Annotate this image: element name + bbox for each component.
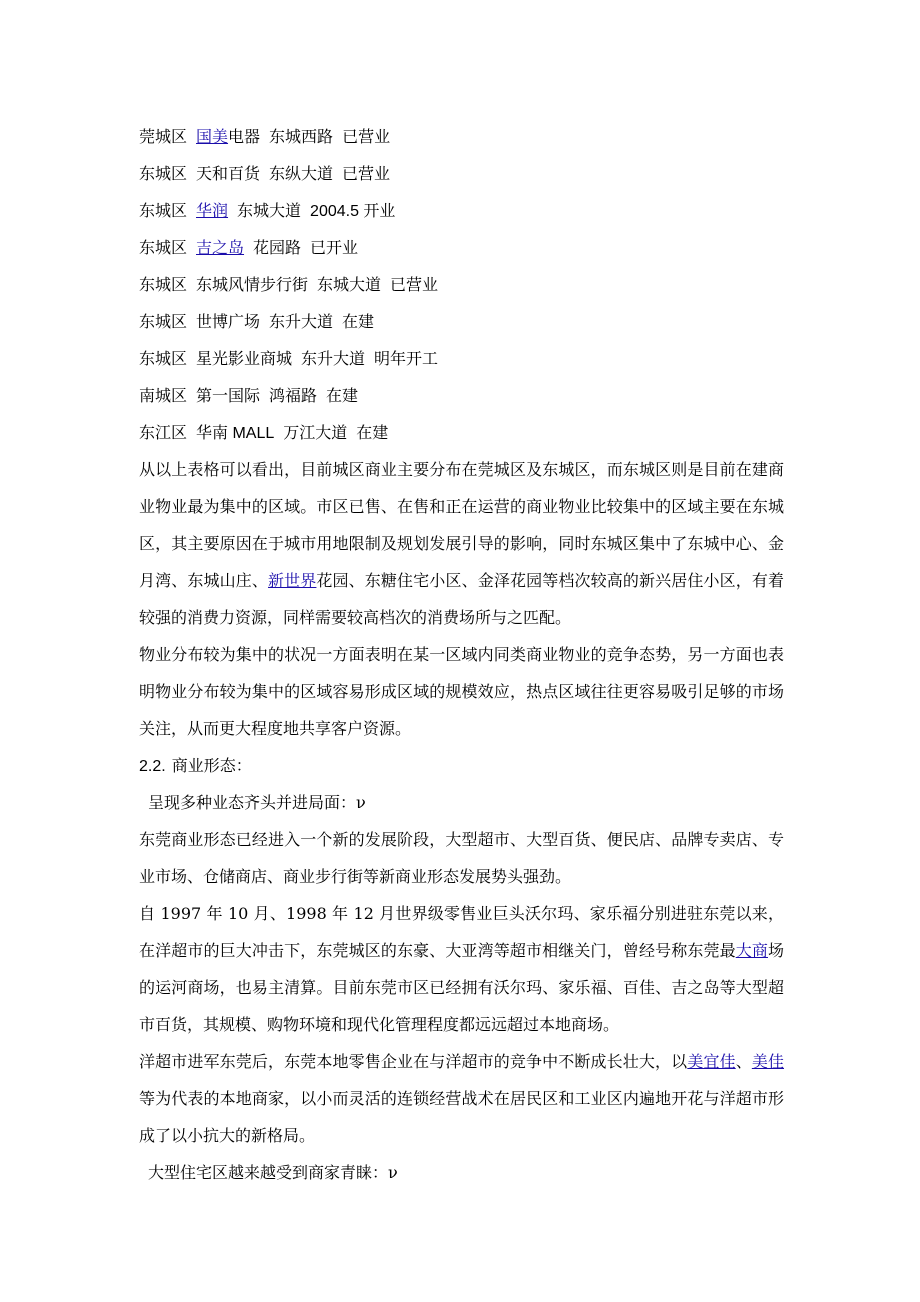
- district: 东城区: [139, 312, 188, 331]
- list-item: [139, 192, 784, 229]
- status: 已营业: [342, 127, 391, 146]
- meiyijia-link[interactable]: 美宜佳: [687, 1052, 736, 1071]
- district: 南城区: [139, 386, 188, 405]
- meijia-link[interactable]: 美佳: [751, 1052, 784, 1071]
- road: 东城大道: [237, 201, 302, 220]
- section-heading: [139, 747, 784, 784]
- store-name: 天和百货: [196, 164, 261, 183]
- paragraph-text: 从以上表格可以看出，目前城区商业主要分布在莞城区及东城区，而东城区则是目前在建商业物业最为集中的区域。市区已售、在售和正在运营的商业物业比较集中的区域主要在东城区，其主要原因在于城市用地限制及规划发展引导的影响，同时东城区集中了东城中心、金月湾、东城山庄、: [139, 460, 784, 590]
- list-item: [139, 155, 784, 192]
- store-name: 星光影业商城: [196, 349, 293, 368]
- xinshijie-link[interactable]: 新世界: [268, 571, 317, 590]
- section-title: 商业形态：: [171, 756, 252, 775]
- road: 鸿福路: [269, 386, 318, 405]
- district: 东城区: [139, 349, 188, 368]
- road: 万江大道: [283, 423, 348, 442]
- status: 在建: [356, 423, 389, 442]
- store-name: 世博广场: [196, 312, 261, 331]
- district: 莞城区: [139, 127, 188, 146]
- list-item: [139, 303, 784, 340]
- status: 在建: [342, 312, 375, 331]
- paragraph-new-stage: 东莞商业形态已经进入一个新的发展阶段，大型超市、大型百货、便民店、品牌专卖店、专业市场、仓储商店、商业步行街等新商业形态发展势头强劲。: [139, 830, 784, 886]
- paragraph-text: 等为代表的本地商家，以小而灵活的连锁经营战术在居民区和工业区内遍地开花与洋超市形成了以小抗大的新格局。: [139, 1089, 784, 1145]
- paragraph-text: 场的运河商场，也易主清算。目前东莞市区已经拥有沃尔玛、家乐福、百佳、吉之岛等大型超市百货，其规模、购物环境和现代化管理程度都远远超过本地商场。: [139, 941, 784, 1034]
- store-name: 华南 MALL: [196, 425, 275, 442]
- paragraph-text: 洋超市进军东莞后，东莞本地零售企业在与洋超市的竞争中不断成长壮大，以: [139, 1052, 688, 1071]
- status: 在建: [326, 386, 359, 405]
- paragraph-concentration: 物业分布较为集中的状况一方面表明在某一区域内同类商业物业的竞争态势，另一方面也表明物业分布较为集中的区域容易形成区域的规模效应，热点区域往往更容易吸引足够的市场关注，从而更大程度地共享客户资源。: [139, 645, 784, 738]
- road: 花园路: [253, 238, 302, 257]
- store-link[interactable]: 国美: [196, 127, 229, 146]
- store-link[interactable]: 华润: [196, 201, 229, 220]
- district: 东城区: [139, 164, 188, 183]
- store-name: 第一国际: [196, 386, 261, 405]
- status: 已开业: [310, 238, 359, 257]
- list-item: [139, 229, 784, 266]
- list-item: [139, 414, 784, 451]
- road: 东升大道: [269, 312, 334, 331]
- road: 东纵大道: [269, 164, 334, 183]
- paragraph-foreign-supermarkets: [139, 895, 784, 1043]
- district: 东城区: [139, 201, 188, 220]
- road: 东城大道: [317, 275, 382, 294]
- section-number: 2.2.: [139, 758, 166, 775]
- paragraph-distribution: [139, 451, 784, 636]
- paragraph-local-retailers: [139, 1043, 784, 1154]
- list-item: [139, 266, 784, 303]
- dashang-link[interactable]: 大商: [735, 941, 768, 960]
- status: 已营业: [342, 164, 391, 183]
- road: 东升大道: [301, 349, 366, 368]
- paragraph-text: 花园、东糖住宅小区、金泽花园等档次较高的新兴居住小区，有着较强的消费力资源，同样需要较高档次的消费场所与之匹配。: [139, 571, 784, 627]
- list-item: [139, 118, 784, 155]
- road: 东城西路: [269, 127, 334, 146]
- district: 东城区: [139, 238, 188, 257]
- subheading-formats: 呈现多种业态齐头并进局面：ν: [148, 793, 366, 812]
- list-item: [139, 377, 784, 414]
- document-page: [139, 118, 784, 1191]
- status: 2004.5 开业: [310, 203, 396, 220]
- store-name: 东城风情步行街: [196, 275, 309, 294]
- district: 东江区: [139, 423, 188, 442]
- store-name-suffix: 电器: [228, 127, 261, 146]
- paragraph-text: 自 1997 年 10 月、1998 年 12 月世界级零售业巨头沃尔玛、家乐福分别进驻东莞以来，在洋超市的巨大冲击下，东莞城区的东豪、大亚湾等超市相继关门，曾经号称东莞最: [139, 904, 784, 960]
- subheading-residential: 大型住宅区越来越受到商家青睐：ν: [148, 1163, 398, 1182]
- store-link[interactable]: 吉之岛: [196, 238, 245, 257]
- status: 已营业: [390, 275, 439, 294]
- list-item: [139, 340, 784, 377]
- district: 东城区: [139, 275, 188, 294]
- status: 明年开工: [374, 349, 439, 368]
- paragraph-text: 、: [735, 1052, 752, 1071]
